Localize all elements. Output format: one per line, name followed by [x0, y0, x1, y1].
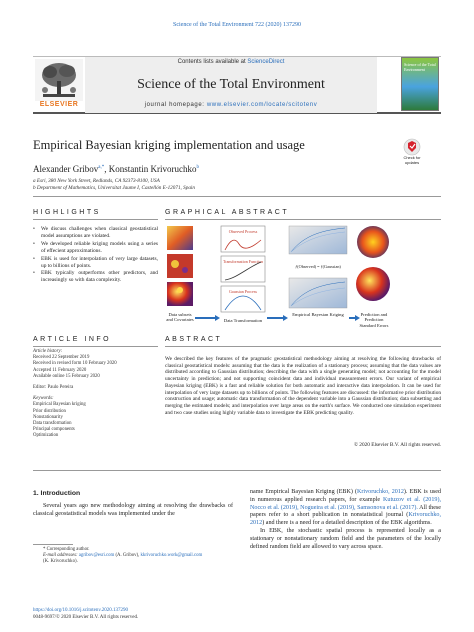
data-subset-map — [167, 226, 193, 250]
history-line: Received in revised form 10 February 2020 — [33, 361, 117, 367]
graphical-abstract-figure[interactable] — [165, 222, 441, 334]
divider — [165, 346, 441, 347]
keywords-label: Keywords: — [33, 396, 54, 402]
divider — [33, 470, 441, 471]
citation-link[interactable]: Krivoruchko, 2012 — [250, 512, 441, 527]
author-name[interactable]: Konstantin Krivoruchko — [108, 164, 197, 174]
keyword: Empirical Bayesian kriging — [33, 402, 86, 408]
box-label: Transformation Function — [223, 259, 263, 264]
sciencedirect-link[interactable]: ScienceDirect — [247, 59, 285, 65]
journal-title: Science of the Total Environment — [137, 77, 325, 92]
email-footnote-cont: (K. Krivoruchko). — [43, 559, 78, 565]
author-affil-marker[interactable]: a,* — [98, 165, 105, 170]
journal-homepage — [85, 102, 377, 108]
highlights-list — [33, 226, 158, 285]
box-label: Observed Process — [228, 229, 258, 234]
author-list: Alexander Gribov$^{a,*}$, Konstantin Krivoruchko$^b$ — [33, 164, 199, 174]
highlight-item: • EBK is used for interpolation of very large datasets, up to billions of points. — [33, 255, 158, 269]
graphical-abstract-heading: GRAPHICAL ABSTRACT — [165, 209, 290, 216]
cover-title: Science of the Total Environment — [404, 62, 436, 72]
copyright-line: © 2020 Elsevier B.V. All rights reserved. — [353, 442, 441, 448]
covariate-map — [167, 282, 193, 306]
history-label: Article history: — [33, 349, 63, 354]
homepage-prefix: journal homepage: — [144, 102, 207, 108]
ga-caption: Data subsets and Covariates — [166, 312, 194, 323]
author-affil-marker[interactable]: b — [196, 165, 199, 170]
highlights-heading: HIGHLIGHTS — [33, 209, 101, 216]
ga-caption: Prediction and Prediction Standard Errors — [359, 312, 389, 328]
highlight-item: • EBK typically outperforms other predictors, and increasingly so with data complexity. — [33, 270, 158, 284]
email-link[interactable]: kkrivoruchko.work@gmail.com — [140, 553, 203, 559]
journal-masthead — [33, 56, 441, 114]
citation-link[interactable]: Kutuzov et al. (2019), Nocco et al. (2019), Nogueira et al. (2019), Samsonova et al. (2017). — [250, 496, 441, 511]
divider — [165, 219, 441, 220]
semivariogram-panel — [289, 226, 347, 254]
journal-cover-image[interactable] — [401, 57, 439, 111]
affiliation: a Esri, 380 New York Street, Redlands, CA 92373-8100, USA — [33, 178, 160, 184]
abstract-text: We described the key features of the pragmatic geostatistical methodology aiming at resolving the following drawbacks of classical geostatistical models: assuming that the data is the realization of a stationary process; assuming that the data values are distributed according to Gaussian distribution; describing the data with a single generating model; not accounting for the model uncertainty in prediction; and not supporting coincident data and individual measurement errors. Our variant of empirical Bayesian kriging (EBK) is a fast and reliable solution for both automatic and interactive data interpolation. It can be used for interpolation of very large datasets up to billions of points. The following features are discussed: the informative prior distribution construction and usage; automatic data transformation of the dependent variable into a Gaussian distribution; data subsetting and merging the estimated models; and interpolation over large areas on the earth's surface. We conducted one simulation experiment and two case studies using highly variable data to investigate the EBK predicting quality. — [165, 356, 441, 416]
box-label: Gaussian Process — [229, 289, 257, 294]
footnotes — [33, 544, 233, 566]
author-name[interactable]: Alexander Gribov — [33, 164, 99, 174]
doi-block — [33, 608, 138, 621]
affiliation: b Department of Mathematics, Universitat Jaume I, Castellón E-12071, Spain — [33, 185, 195, 191]
intro-right-column: name Empirical Bayesian Kriging (EBK) (Krivoruchko, 2012). EBK is used in numerous applied research papers, for example Kutuzov et al. (2019), Nocco et al. (2019), Nogueira et al. (2019), Samsonova et al. (2017). All these papers refer to a short publication in nonstatistical journal (Krivoruchko, 2012) and there is a need for a detailed description of the EBK algorithms. In EBK, the stochastic spatial process is represented locally as a stationary or nonstationary random field and the parameters of the locally defined random field are allowed to vary across space. — [250, 489, 441, 550]
editor-line: Editor: Paulo Pereira — [33, 385, 74, 391]
article-title: Empirical Bayesian kriging implementation and usage — [33, 138, 305, 152]
highlight-item: • We discuss challenges when classical geostatistical model assumptions are violated. — [33, 226, 158, 239]
keyword: Data transformation — [33, 421, 72, 427]
keyword: Nonstationarity — [33, 414, 63, 420]
history-line: Available online 15 February 2020 — [33, 373, 100, 379]
keyword: Prior distribution — [33, 408, 66, 414]
doi-link[interactable]: https://doi.org/10.1016/j.scitotenv.2020.137290 — [33, 608, 128, 613]
history-line: Received 22 September 2019 — [33, 355, 90, 361]
introduction-heading: 1. Introduction — [33, 490, 81, 497]
covariate-map — [167, 254, 193, 278]
journal-reference[interactable]: Science of the Total Environment 722 (2020) 137290 — [173, 22, 301, 28]
contents-line — [85, 59, 377, 65]
corresponding-author-note: * Corresponding author. — [43, 547, 90, 552]
keyword: Principal components — [33, 427, 75, 433]
contents-prefix: Contents lists available at — [177, 59, 248, 65]
intro-left-text: Several years ago new methodology aiming at resolving the drawbacks of classical geostatistical models was implemented under the — [33, 503, 233, 517]
crossmark-label[interactable]: Check for updates — [403, 155, 421, 165]
abstract-heading: ABSTRACT — [165, 336, 223, 343]
transform-formula: ƒ(Observed) = ƒ(Gaussian) — [295, 264, 341, 269]
citation-link[interactable]: Krivoruchko, 2012 — [357, 489, 404, 495]
footnote-rule — [33, 544, 73, 545]
intro-left-column — [33, 503, 233, 519]
divider — [33, 346, 158, 347]
homepage-link[interactable]: www.elsevier.com/locate/scitotenv — [206, 102, 318, 108]
highlight-item: • We developed reliable kriging models using a series of effecient approximations. — [33, 240, 158, 254]
email-link[interactable]: agribov@esri.com — [78, 553, 115, 559]
standard-error-map — [356, 267, 390, 301]
intro-paragraph: In EBK, the stochastic spatial process is represented locally as a stationary or nonstationary random field and the parameters of the locally defined random field are allowed to vary across space. — [250, 527, 441, 550]
email-footnote: E-mail addresses: agribov@esri.com (A. Gribov), kkrivoruchko.work@gmail.com — [43, 553, 203, 559]
ga-caption: Empirical Bayesian Kriging — [292, 312, 344, 317]
divider — [33, 219, 158, 220]
issn-line: 0048-9697/© 2020 Elsevier B.V. All rights reserved. — [33, 614, 139, 620]
elsevier-wordmark: ELSEVIER — [39, 101, 79, 108]
article-info-heading: ARTICLE INFO — [33, 336, 112, 343]
history-line: Accepted 11 February 2020 — [33, 367, 87, 373]
divider — [33, 196, 441, 197]
article-info — [33, 349, 158, 440]
ga-caption: Data Transformation — [223, 318, 263, 323]
prediction-map — [357, 226, 389, 258]
keyword: Optimization — [33, 433, 59, 439]
